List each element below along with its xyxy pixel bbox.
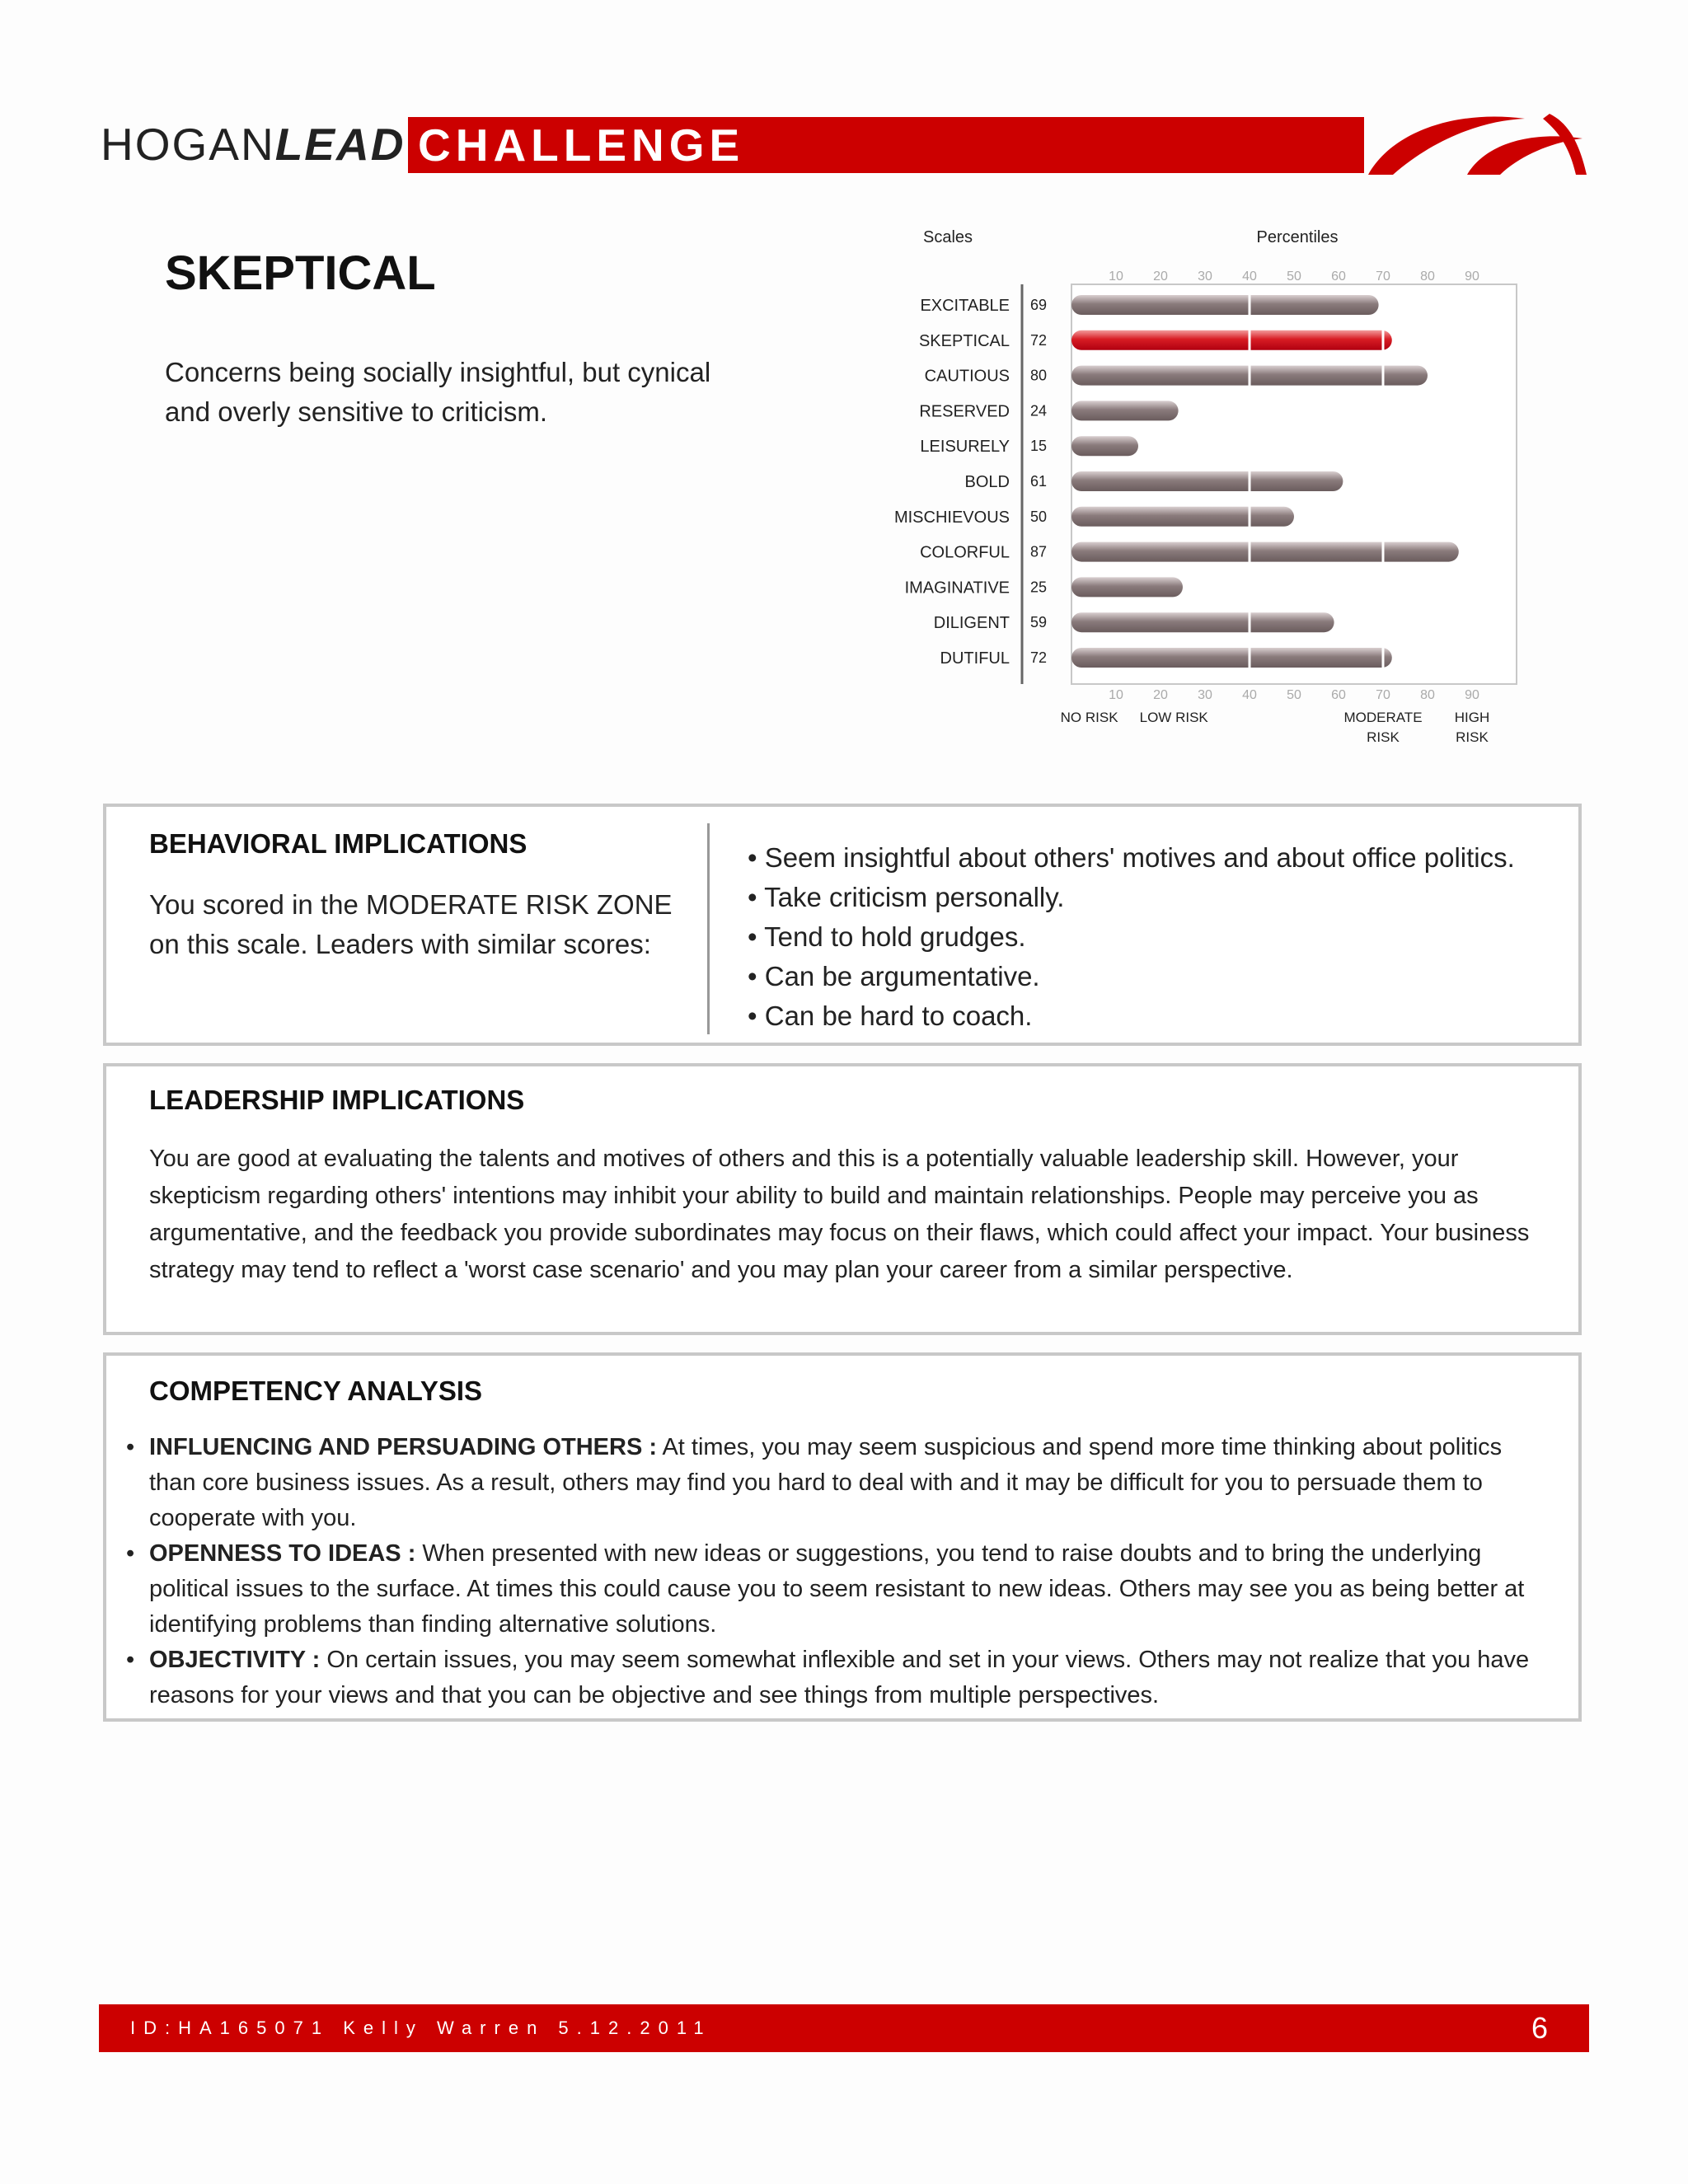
x-tick-bottom: 80: [1420, 688, 1435, 702]
x-tick-top: 10: [1109, 269, 1123, 284]
score-label: 15: [1029, 438, 1048, 455]
score-label: 59: [1029, 614, 1048, 631]
x-tick-top: 30: [1198, 269, 1212, 284]
list-item: • OBJECTIVITY : On certain issues, you may seem somewhat inflexible and set in your views. Others may not realize that you have reasons for your views and that you can be objective and see things from multiple perspectives.: [149, 1643, 1542, 1713]
footer-bar: [99, 2004, 1589, 2052]
risk-zone-label: HIGH: [1454, 710, 1490, 725]
bar: [1071, 471, 1343, 491]
scale-label: EXCITABLE: [920, 297, 1010, 315]
x-tick-top: 40: [1242, 269, 1257, 284]
competency-list: [126, 1430, 1542, 1713]
bar: [1071, 648, 1392, 668]
bullet-icon: •: [126, 1434, 135, 1460]
risk-zone-label: LOW RISK: [1139, 710, 1208, 725]
x-tick-top: 50: [1287, 269, 1301, 284]
x-tick-bottom: 10: [1109, 688, 1123, 702]
score-label: 87: [1029, 543, 1048, 560]
x-tick-top: 70: [1376, 269, 1390, 284]
bar: [1071, 507, 1294, 527]
leadership-implications-panel: [103, 1063, 1582, 1335]
score-label: 24: [1029, 402, 1048, 419]
scale-description: Concerns being socially insightful, but cynical and overly sensitive to criticism.: [165, 357, 711, 427]
scales-label: Scales: [922, 228, 973, 246]
x-tick-bottom: 40: [1242, 688, 1257, 702]
header-bar: [408, 117, 1364, 173]
leadership-text: You are good at evaluating the talents and motives of others and this is a potentially valuable leadership skill. However, your skepticism regarding others' intentions may inhibit your ability to build and maintain relationships. People may perceive you as argumentative, and the feedback you provide subordinates may focus on their flaws, which could affect your impact. Your business strategy may tend to reflect a 'worst case scenario' and you may plan your career from a similar perspective.: [149, 1146, 1530, 1283]
score-label: 72: [1029, 331, 1048, 349]
score-label: 61: [1029, 473, 1048, 490]
x-tick-top: 20: [1153, 269, 1168, 284]
page-title: SKEPTICAL: [165, 246, 436, 300]
scale-label: DILIGENT: [933, 614, 1010, 633]
brand-hogan: HOGAN: [101, 119, 275, 170]
bar: [1071, 612, 1334, 632]
list-item: • INFLUENCING AND PERSUADING OTHERS : At times, you may seem suspicious and spend more time thinking about politics than core business issues. As a result, others may find you hard to deal with and it may be difficult for you to persuade them to cooperate with you.: [149, 1430, 1542, 1536]
list-item: • Can be hard to coach.: [748, 1001, 1033, 1031]
score-label: 69: [1029, 297, 1048, 313]
score-label: 50: [1029, 508, 1048, 525]
bar: [1071, 295, 1379, 315]
scale-label: LEISURELY: [920, 438, 1010, 457]
score-label: 25: [1029, 579, 1048, 596]
behavioral-implications-panel: [103, 804, 1582, 1046]
panel-divider: [707, 823, 710, 1034]
behavioral-heading: BEHAVIORAL IMPLICATIONS: [149, 828, 528, 859]
x-tick-top: 80: [1420, 269, 1435, 284]
scale-label: CAUTIOUS: [924, 367, 1010, 386]
score-label: 72: [1029, 649, 1048, 666]
list-item: • Seem insightful about others' motives and about office politics.: [748, 842, 1515, 873]
x-tick-bottom: 20: [1153, 688, 1168, 702]
risk-zone-label: RISK: [1367, 729, 1400, 745]
list-item: • Can be argumentative.: [748, 961, 1040, 991]
percentile-bar-chart: [874, 223, 1541, 758]
highlighted-bar: [1071, 330, 1392, 350]
scale-label: IMAGINATIVE: [904, 579, 1010, 598]
bar: [1071, 436, 1138, 456]
header-challenge: CHALLENGE: [418, 120, 745, 171]
logo-swoosh-icon: [1360, 114, 1591, 175]
risk-zone-label: NO RISK: [1060, 710, 1118, 725]
bar: [1071, 401, 1179, 420]
risk-zone-label: MODERATE: [1343, 710, 1423, 725]
x-tick-bottom: 60: [1331, 688, 1346, 702]
x-tick-top: 90: [1465, 269, 1479, 284]
competency-heading: COMPETENCY ANALYSIS: [149, 1376, 483, 1406]
list-item: • Take criticism personally.: [748, 882, 1065, 912]
brand-logo-text: [101, 117, 405, 171]
percentiles-label: Percentiles: [1256, 228, 1339, 246]
scale-label: MISCHIEVOUS: [893, 508, 1010, 527]
risk-zone-label: RISK: [1456, 729, 1489, 745]
x-tick-bottom: 50: [1287, 688, 1301, 702]
report-id: ID:HA165071 Kelly Warren 5.12.2011: [130, 2018, 712, 2038]
brand-lead: LEAD: [274, 119, 406, 170]
bullet-icon: •: [126, 1540, 135, 1567]
bar: [1071, 577, 1183, 597]
scale-label: DUTIFUL: [940, 649, 1010, 668]
score-label: 80: [1029, 367, 1048, 384]
list-item: • Tend to hold grudges.: [748, 921, 1026, 952]
page-number: 6: [1531, 2011, 1548, 2045]
bullet-icon: •: [126, 1647, 135, 1673]
list-item: • OPENNESS TO IDEAS : When presented with new ideas or suggestions, you tend to raise doubts and to bring the underlying political issues to the surface. At times this could cause you to seem resistant to new ideas. Others may see you as being better at identifying problems than finding alternative solutions.: [149, 1536, 1542, 1643]
x-tick-bottom: 70: [1376, 688, 1390, 702]
behavioral-intro: You scored in the MODERATE RISK ZONE on this scale. Leaders with similar scores:: [149, 889, 673, 959]
behavioral-list: [748, 838, 1515, 1036]
scale-label: BOLD: [964, 473, 1010, 491]
leadership-heading: LEADERSHIP IMPLICATIONS: [149, 1085, 525, 1115]
x-tick-bottom: 90: [1465, 688, 1479, 702]
bar: [1071, 542, 1459, 562]
x-tick-bottom: 30: [1198, 688, 1212, 702]
competency-analysis-panel: [103, 1352, 1582, 1722]
x-tick-top: 60: [1331, 269, 1346, 284]
scale-label: RESERVED: [919, 402, 1010, 421]
scale-label: COLORFUL: [920, 543, 1010, 562]
scale-label: SKEPTICAL: [918, 331, 1010, 350]
